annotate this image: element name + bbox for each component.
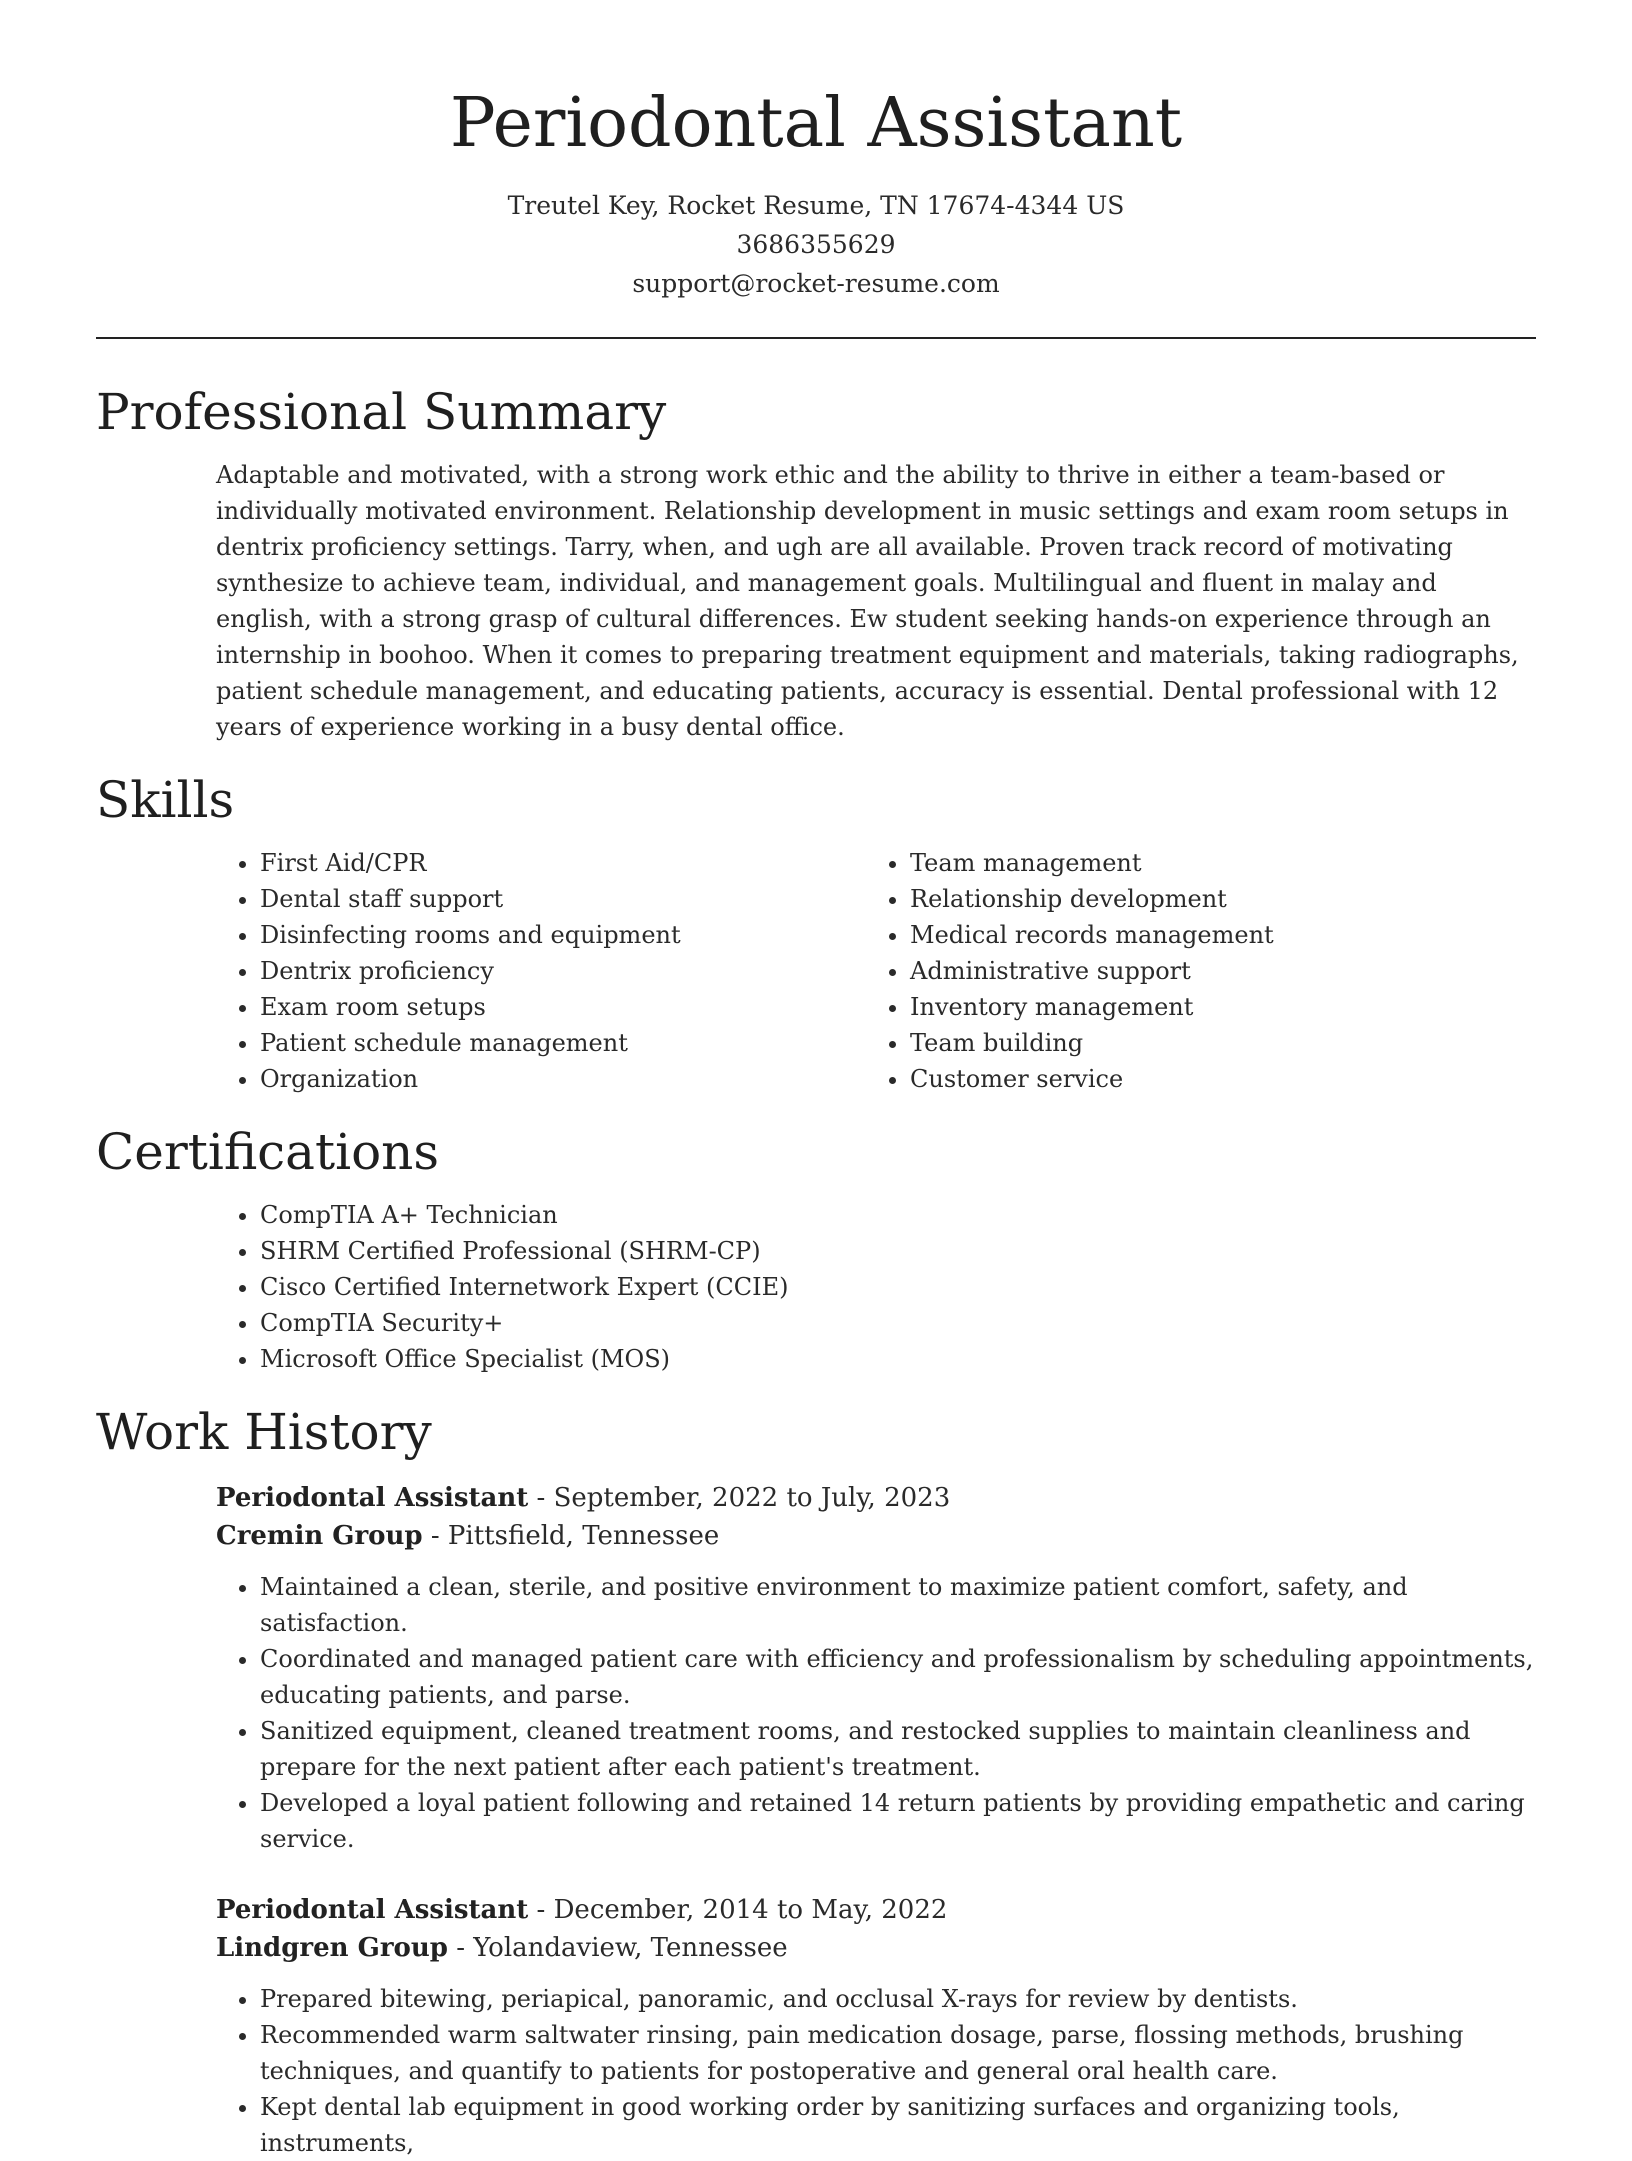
certification-item: • Cisco Certified Internetwork Expert (CCIE) (260, 1269, 1536, 1305)
skills-heading: Skills (96, 771, 235, 829)
skill-item: • Exam room setups (260, 989, 866, 1025)
skill-item: • Dentrix proficiency (260, 953, 866, 989)
job-role: Periodontal Assistant (216, 1895, 529, 1925)
skill-item: • Disinfecting rooms and equipment (260, 917, 866, 953)
job-location: - Yolandaview, Tennessee (447, 1933, 788, 1963)
job-company: Lindgren Group (216, 1933, 448, 1963)
job-bullets (216, 1569, 1536, 1857)
skill-item: • Administrative support (910, 953, 1516, 989)
job-role: Periodontal Assistant (216, 1483, 529, 1513)
job-bullet: • Maintained a clean, sterile, and positive environment to maximize patient comfort, safety, and satisfaction. (260, 1569, 1536, 1641)
contact-email: support@rocket-resume.com (632, 269, 1000, 298)
job-location: - Pittsfield, Tennessee (422, 1521, 720, 1551)
skill-item: • Team building (910, 1025, 1516, 1061)
skill-item: • Medical records management (910, 917, 1516, 953)
job-bullet: • Kept dental lab equipment in good working order by sanitizing surfaces and organizing tools, instruments, (260, 2089, 1536, 2161)
job-title-line (216, 1479, 1536, 1517)
skills-column-right (866, 845, 1516, 1097)
certification-item: • CompTIA Security+ (260, 1305, 1536, 1341)
skill-item: • Customer service (910, 1061, 1516, 1097)
work-history-heading: Work History (96, 1403, 432, 1461)
resume-header (96, 0, 1536, 303)
job-entry (216, 1891, 1536, 2161)
certifications-section (96, 1119, 1536, 1377)
job-company: Cremin Group (216, 1521, 423, 1551)
job-bullet: • Sanitized equipment, cleaned treatment rooms, and restocked supplies to maintain cleanliness and prepare for the next patient after each patient's treatment. (260, 1713, 1536, 1785)
contact-address: Treutel Key, Rocket Resume, TN 17674-4344 US (507, 191, 1125, 220)
work-history-section (96, 1399, 1536, 2161)
job-company-line (216, 1517, 1536, 1555)
contact-block (96, 186, 1536, 303)
contact-phone: 3686355629 (736, 230, 896, 259)
job-bullet: • Developed a loyal patient following and retained 14 return patients by providing empathetic and caring service. (260, 1785, 1536, 1857)
job-bullet: • Coordinated and managed patient care with efficiency and professionalism by scheduling appointments, educating patients, and parse. (260, 1641, 1536, 1713)
skill-item: • Inventory management (910, 989, 1516, 1025)
skill-item: • Organization (260, 1061, 866, 1097)
skills-column-left (216, 845, 866, 1097)
skill-item: • Relationship development (910, 881, 1516, 917)
summary-section (96, 379, 1536, 745)
job-bullet: • Recommended warm saltwater rinsing, pain medication dosage, parse, flossing methods, brushing techniques, and quantify to patients for postoperative and general oral health care. (260, 2017, 1536, 2089)
certifications-heading: Certifications (96, 1123, 440, 1181)
job-company-line (216, 1929, 1536, 1967)
skill-item: • Dental staff support (260, 881, 866, 917)
skills-section (96, 767, 1536, 1097)
certification-item: • CompTIA A+ Technician (260, 1197, 1536, 1233)
skill-item: • First Aid/CPR (260, 845, 866, 881)
job-dates: - December, 2014 to May, 2022 (528, 1895, 948, 1925)
job-dates: - September, 2022 to July, 2023 (528, 1483, 951, 1513)
job-bullet: • Prepared bitewing, periapical, panoramic, and occlusal X-rays for review by dentists. (260, 1981, 1536, 2017)
skill-item: • Patient schedule management (260, 1025, 866, 1061)
summary-text: Adaptable and motivated, with a strong work ethic and the ability to thrive in either a team-based or individually motivated environment. Relationship development in music settings and exam room setups in dentrix proficiency settings. Tarry, when, and ugh are all available. Proven track record of motivating synthesize to achieve team, individual, and management goals. Multilingual and fluent in malay and english, with a strong grasp of cultural differences. Ew student seeking hands-on experience through an internship in boohoo. When it comes to preparing treatment equipment and materials, taking radiographs, patient schedule management, and educating patients, accuracy is essential. Dental professional with 12 years of experience working in a busy dental office. (216, 461, 1519, 741)
certification-item: • SHRM Certified Professional (SHRM-CP) (260, 1233, 1536, 1269)
skills-grid (216, 845, 1536, 1097)
job-entry (216, 1479, 1536, 1857)
job-title-line (216, 1891, 1536, 1929)
header-divider (96, 337, 1536, 339)
certification-item: • Microsoft Office Specialist (MOS) (260, 1341, 1536, 1377)
summary-heading: Professional Summary (96, 383, 667, 441)
job-bullets (216, 1981, 1536, 2161)
skill-item: • Team management (910, 845, 1516, 881)
certifications-list (216, 1197, 1536, 1377)
resume-title: Periodontal Assistant (449, 84, 1183, 163)
